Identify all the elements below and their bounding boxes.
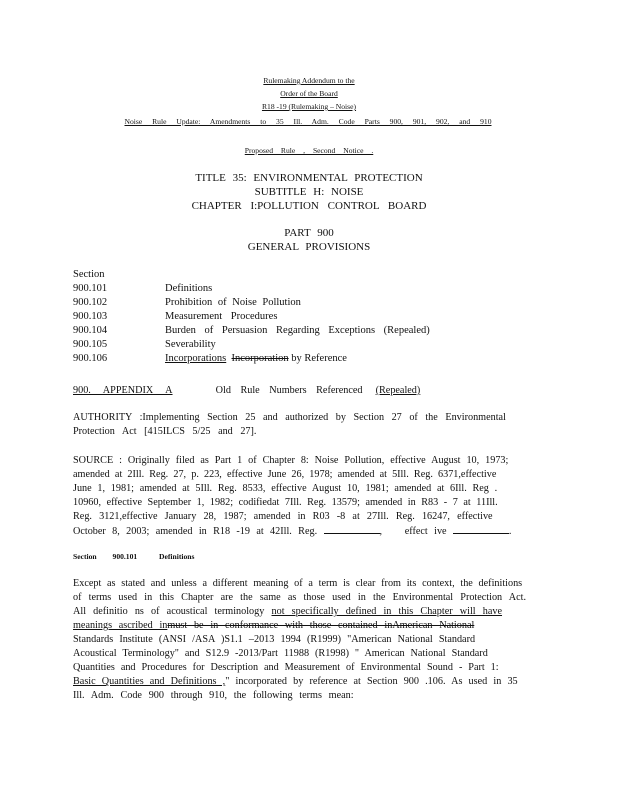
definitions-line-7: Quantities and Procedures for Description and Measurement of Environmental Sound - Part 1: [73, 662, 499, 673]
definitions-line-8 [73, 675, 533, 689]
chapter-line: CHAPTER I:POLLUTION CONTROL BOARD [191, 200, 427, 212]
section-label: Section 900.101 [73, 552, 138, 561]
toc-num: 900.105 [73, 339, 108, 350]
header-line-2: Order of the Board [280, 89, 338, 98]
inserted-text: meanings ascribed in [73, 620, 168, 631]
toc-title-rest: by Reference [291, 353, 347, 364]
header-line-5: Proposed Rule , Second Notice . [244, 146, 374, 155]
subtitle-line: SUBTITLE H: NOISE [254, 186, 364, 198]
inserted-text: Basic Quantities and Definitions , [73, 676, 226, 687]
toc-title: Definitions [165, 283, 213, 294]
definitions-line-9: Ill. Adm. Code 900 through 910, the following terms mean: [73, 690, 354, 701]
inserted-text: Incorporations [165, 353, 227, 364]
toc-title: Prohibition of Noise Pollution [165, 297, 301, 308]
part-line: PART 900 [284, 227, 334, 239]
source-effective: effect ive [404, 526, 447, 537]
source-line-3: June 1, 1981; amended at 5Ill. Reg. 8533, effective August 10, 1981; amended at 6Ill. Reg . [73, 483, 498, 494]
toc-heading: Section [73, 269, 105, 280]
part-name-line: GENERAL PROVISIONS [247, 241, 371, 253]
definitions-line-8-text: " incorporated by reference at Section 900 .106. As used in 35 [225, 676, 518, 687]
inserted-text: not specifically defined in this Chapter will have [271, 606, 503, 617]
section-heading [73, 552, 194, 562]
source-comma: , [379, 526, 383, 537]
deleted-text: must be in conformance with those contained in [167, 620, 393, 631]
deleted-text: Incorporation [231, 353, 289, 364]
toc-num: 900.102 [73, 297, 108, 308]
toc-title: Measurement Procedures [165, 311, 278, 322]
toc-title: Severability [165, 339, 216, 350]
source-line-6 [73, 524, 533, 539]
definitions-line-1: Except as stated and unless a different meaning of a term is clear from its context, the definitions [73, 578, 523, 589]
section-title: Definitions [159, 552, 195, 561]
definitions-line-6: Acoustical Terminology" and S12.9 -2013/Part 11988 (R1998) " American National Standard [73, 648, 488, 659]
blank-field [324, 524, 380, 534]
source-line-2: amended at 2Ill. Reg. 27, p. 223, effective June 26, 1978; amended at 5Ill. Reg. 6371,effective [73, 469, 497, 480]
header-line-1: Rulemaking Addendum to the [263, 76, 355, 85]
source-period: . [508, 526, 512, 537]
source-line-4: 10960, effective September 1, 1982; codifiedat 7Ill. Reg. 13579; amended in R83 - 7 at 11Ill. [73, 497, 498, 508]
toc-num: 900.104 [73, 325, 108, 336]
definitions-line-3 [73, 605, 533, 619]
definitions-line-3-text: All definitio ns of acoustical terminology [73, 606, 265, 617]
deleted-text: American National [392, 620, 475, 631]
blank-field [453, 524, 509, 534]
authority-line-1: AUTHORITY :Implementing Section 25 and authorized by Section 27 of the Environmental [73, 412, 506, 423]
appendix-title: Old Rule Numbers Referenced [215, 385, 363, 396]
toc-num: 900.101 [73, 283, 108, 294]
appendix-status: (Repealed) [375, 385, 421, 396]
toc-title: Burden of Persuasion Regarding Exceptions (Repealed) [165, 325, 430, 336]
definitions-line-4 [73, 619, 533, 633]
header-line-3: R18 -19 (Rulemaking – Noise) [261, 102, 357, 111]
title-line: TITLE 35: ENVIRONMENTAL PROTECTION [195, 172, 423, 184]
appendix-label: 900. APPENDIX A [73, 385, 173, 396]
appendix-line [73, 384, 533, 398]
toc-title-incorporations [165, 352, 347, 365]
toc-num: 900.106 [73, 353, 108, 364]
source-line-5: Reg. 3121,effective January 28, 1987; amended in R03 -8 at 27Ill. Reg. 16247, effective [73, 511, 493, 522]
source-line-6-text: October 8, 2003; amended in R18 -19 at 42Ill. Reg. [73, 526, 318, 537]
toc-num: 900.103 [73, 311, 108, 322]
definitions-line-5: Standards Institute (ANSI /ASA )S1.1 –2013 1994 (R1999) "American National Standard [73, 634, 476, 645]
source-line-1: SOURCE : Originally filed as Part 1 of Chapter 8: Noise Pollution, effective August 10, 1973; [73, 455, 509, 466]
definitions-line-2: of terms used in this Chapter are the same as those used in the Environmental Protection Act. [73, 592, 526, 603]
header-line-4: Noise Rule Update: Amendments to 35 Ill. Adm. Code Parts 900, 901, 902, and 910 [124, 117, 492, 126]
authority-line-2: Protection Act [415ILCS 5/25 and 27]. [73, 426, 257, 437]
